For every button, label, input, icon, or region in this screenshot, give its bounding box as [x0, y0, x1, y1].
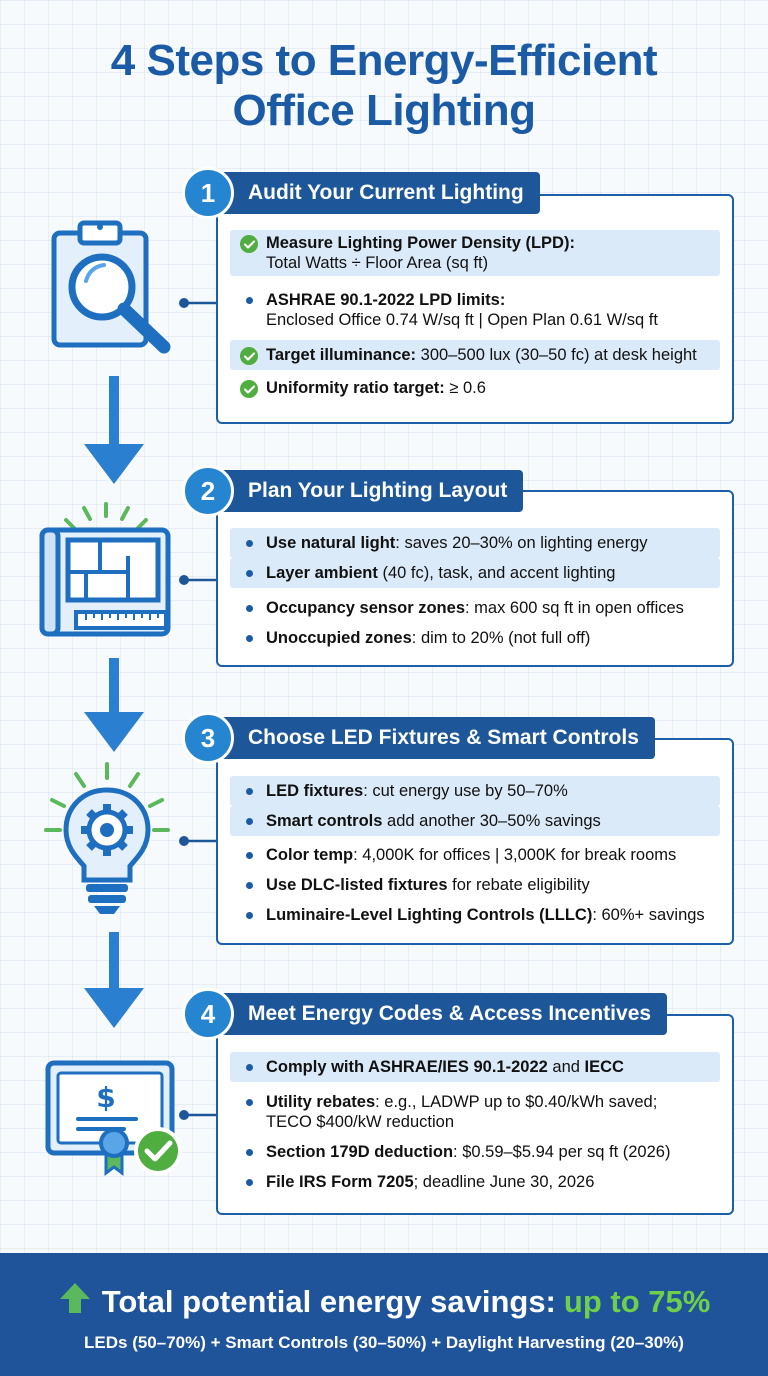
step-4-item: Comply with ASHRAE/IES 90.1-2022 and IECC: [230, 1052, 720, 1082]
footer-main: [0, 1281, 768, 1323]
step-2-header: [192, 470, 523, 512]
footer-highlight: up to 75%: [563, 1284, 711, 1319]
down-arrow-icon: [78, 658, 150, 756]
page-title: [0, 36, 768, 136]
step-3-item: Luminaire-Level Lighting Controls (LLLC): 60%+ savings: [230, 905, 720, 925]
down-arrow-icon: [78, 376, 150, 488]
step-4-badge: 4: [182, 988, 234, 1040]
step-2-card: [216, 490, 734, 667]
step-4-item: Utility rebates: e.g., LADWP up to $0.40/kWh saved; TECO $400/kW reduction: [230, 1092, 720, 1132]
up-arrow-icon: [58, 1281, 92, 1323]
floor-plan-blueprint-icon: [36, 500, 176, 650]
clipboard-magnifier-icon: [40, 215, 180, 360]
step-3-item: Smart controls add another 30–50% savings: [230, 806, 720, 836]
title-line-2: Office Lighting: [232, 86, 536, 135]
down-arrow-icon: [78, 932, 150, 1032]
step-2-item: Occupancy sensor zones: max 600 sq ft in open offices: [230, 598, 720, 618]
svg-text:$: $: [96, 1081, 116, 1114]
step-3-header: [192, 717, 655, 759]
step-1-item: Measure Lighting Power Density (LPD): Total Watts ÷ Floor Area (sq ft): [230, 230, 720, 276]
step-3-item: Color temp: 4,000K for offices | 3,000K for break rooms: [230, 845, 720, 865]
check-icon: [240, 380, 258, 398]
step-4-card: [216, 1014, 734, 1215]
step-3-item: Use DLC-listed fixtures for rebate eligibility: [230, 875, 720, 895]
connector: [178, 1108, 216, 1120]
step-4-heading: Meet Energy Codes & Access Incentives: [248, 1002, 652, 1025]
step-4-header: [192, 993, 667, 1035]
title-line-1: 4 Steps to Energy-Efficient: [110, 36, 658, 85]
step-1-heading: Audit Your Current Lighting: [248, 181, 524, 204]
step-1-item: ASHRAE 90.1-2022 LPD limits: Enclosed Office 0.74 W/sq ft | Open Plan 0.61 W/sq ft: [230, 290, 720, 330]
step-4-item: Section 179D deduction: $0.59–$5.94 per sq ft (2026): [230, 1142, 720, 1162]
step-1-badge: 1: [182, 167, 234, 219]
step-2-badge: 2: [182, 465, 234, 517]
step-2-item: Use natural light: saves 20–30% on lighting energy: [230, 528, 720, 558]
step-1-card: [216, 194, 734, 424]
check-icon: [240, 235, 258, 253]
step-3-item: LED fixtures: cut energy use by 50–70%: [230, 776, 720, 806]
step-1-header: [192, 172, 540, 214]
step-3-heading: Choose LED Fixtures & Smart Controls: [248, 726, 639, 749]
footer-sub: LEDs (50–70%) + Smart Controls (30–50%) + Daylight Harvesting (20–30%): [84, 1333, 684, 1352]
certificate-dollar-icon: [44, 1055, 184, 1180]
step-2-item: Unoccupied zones: dim to 20% (not full off): [230, 628, 720, 648]
step-4-item: File IRS Form 7205; deadline June 30, 2026: [230, 1172, 720, 1192]
lightbulb-gear-icon: [42, 760, 172, 920]
connector: [178, 834, 216, 846]
connector: [178, 573, 216, 585]
footer-banner: [0, 1253, 768, 1376]
check-icon: [240, 347, 258, 365]
step-1-item: Uniformity ratio target: ≥ 0.6: [230, 378, 720, 398]
step-3-badge: 3: [182, 712, 234, 764]
step-3-card: [216, 738, 734, 945]
footer-main-text: Total potential energy savings:: [101, 1284, 556, 1319]
step-2-item: Layer ambient (40 fc), task, and accent lighting: [230, 558, 720, 588]
connector: [178, 296, 216, 308]
step-2-heading: Plan Your Lighting Layout: [248, 479, 508, 502]
step-1-item: Target illuminance: 300–500 lux (30–50 fc) at desk height: [230, 340, 720, 370]
